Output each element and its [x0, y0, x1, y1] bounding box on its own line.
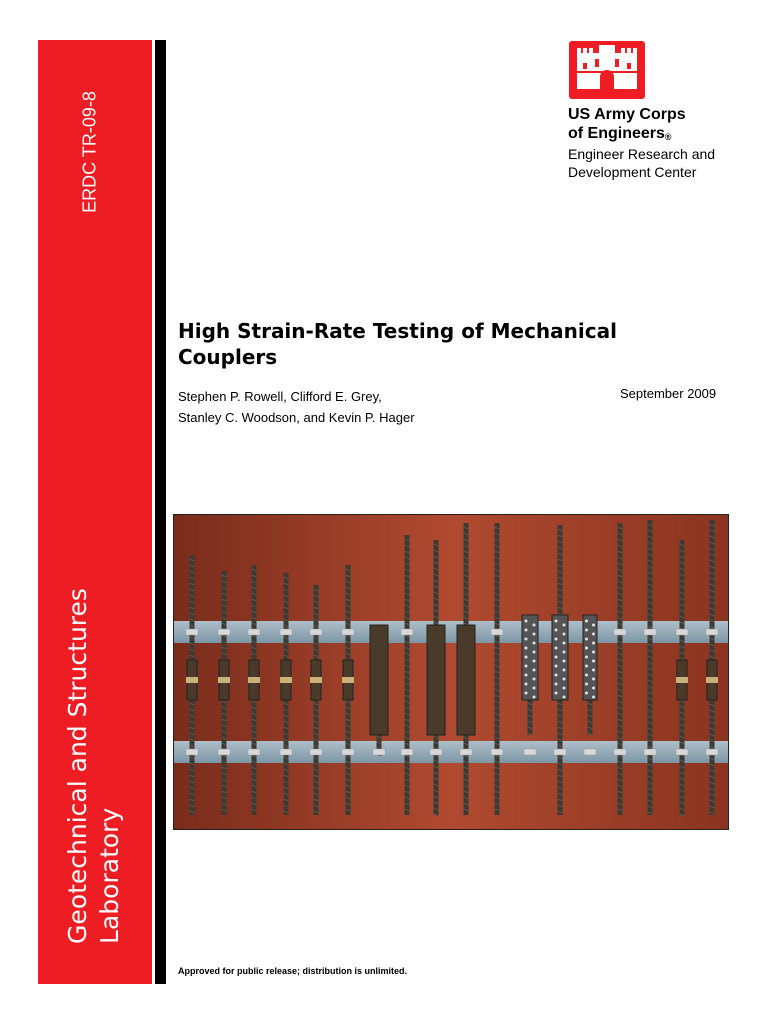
black-divider-bar [155, 40, 166, 984]
laboratory-name-line1: Geotechnical and Structures [63, 588, 92, 944]
laboratory-name-line2: Laboratory [95, 807, 124, 944]
registered-mark: ® [664, 132, 672, 142]
org-subname-line1: Engineer Research and [568, 146, 716, 162]
release-statement: Approved for public release; distribution is unlimited. [178, 966, 408, 976]
org-name-line1: US Army Corps [568, 106, 686, 123]
rebar-couplers-photo [173, 514, 729, 830]
authors-line2: Stanley C. Woodson, and Kevin P. Hager [178, 410, 415, 425]
publication-date: September 2009 [620, 386, 717, 401]
corps-logo [569, 41, 645, 99]
org-name-line2 [568, 125, 672, 143]
org-subname-line2: Development Center [568, 164, 697, 180]
photo-drawing [174, 515, 728, 829]
castle-icon [569, 41, 645, 99]
authors-line1: Stephen P. Rowell, Clifford E. Grey, [178, 389, 382, 404]
org-name-line2-text: of Engineers [568, 125, 665, 142]
report-title: High Strain-Rate Testing of Mechanical Couplers [178, 319, 617, 369]
laboratory-name [62, 588, 126, 944]
report-number: ERDC TR-09-8 [79, 91, 100, 213]
authors [178, 386, 415, 428]
